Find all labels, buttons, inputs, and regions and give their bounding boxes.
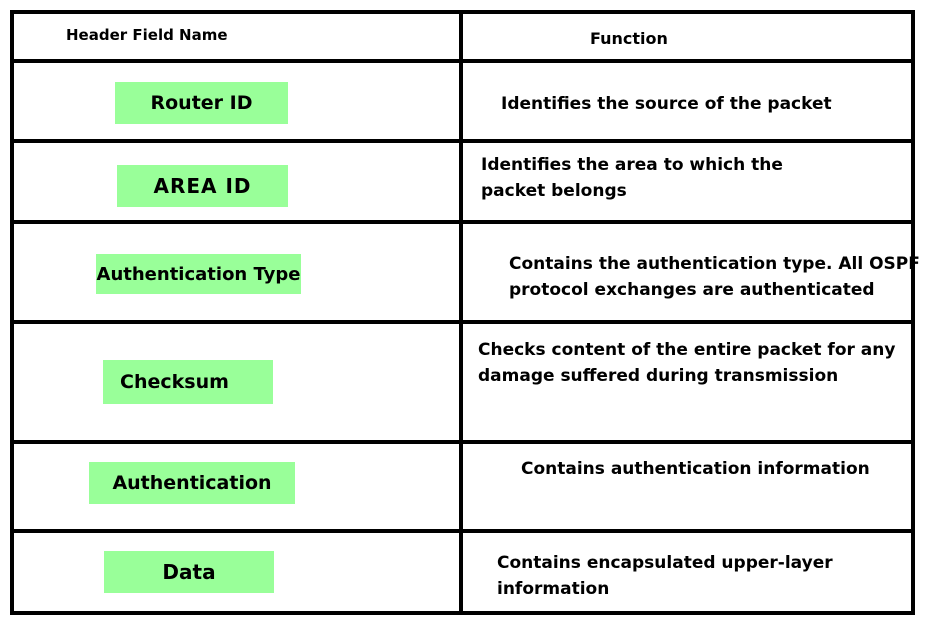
row-divider (10, 59, 915, 63)
column-header-field-name: Header Field Name (66, 26, 228, 44)
row-divider (10, 320, 915, 324)
field-authentication-type: Authentication Type (96, 254, 301, 294)
function-router-id: Identifies the source of the packet (501, 94, 832, 114)
function-authentication: Contains authentication information (521, 459, 870, 479)
row-divider (10, 139, 915, 143)
field-area-id: AREA ID (117, 165, 288, 207)
function-data: Contains encapsulated upper-layer information (497, 553, 833, 599)
field-checksum: Checksum (103, 360, 273, 404)
column-divider (459, 10, 463, 615)
function-checksum: Checks content of the entire packet for any damage suffered during transmission (478, 340, 896, 386)
field-router-id: Router ID (115, 82, 288, 124)
row-divider (10, 440, 915, 444)
column-header-function: Function (590, 29, 668, 48)
field-authentication: Authentication (89, 462, 295, 504)
row-divider (10, 220, 915, 224)
function-area-id: Identifies the area to which the packet belongs (481, 155, 783, 201)
function-authentication-type: Contains the authentication type. All OSPF protocol exchanges are authenticated (509, 254, 920, 300)
row-divider (10, 529, 915, 533)
field-data: Data (104, 551, 274, 593)
